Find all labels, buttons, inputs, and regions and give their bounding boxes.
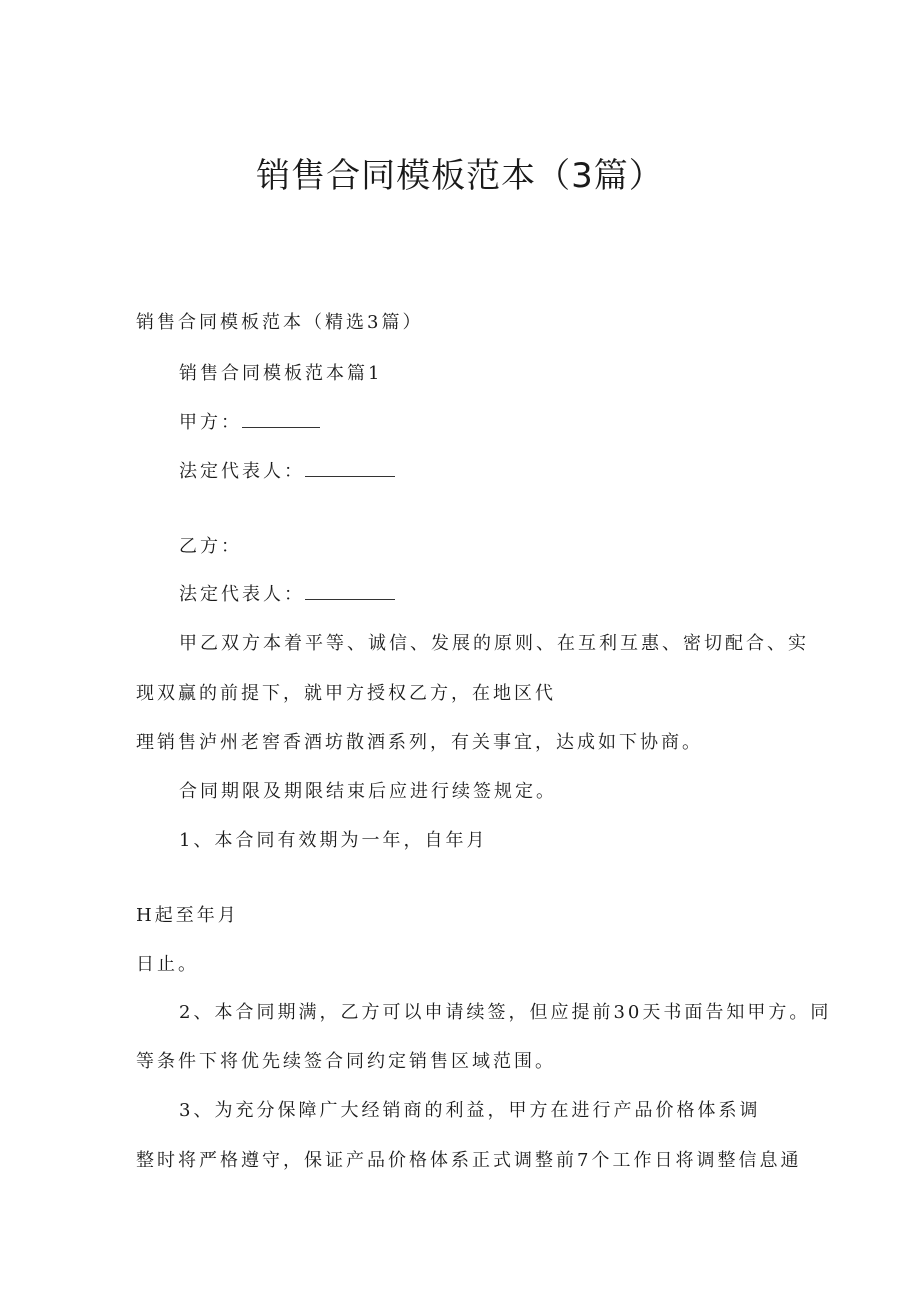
item2-line1: 2、本合同期满，乙方可以申请续签，但应提前30天书面告知甲方。同 [179, 1002, 832, 1023]
para1-line3: 理销售泸州老窖香酒坊散酒系列，有关事宜，达成如下协商。 [136, 732, 703, 753]
party-a-blank [242, 413, 320, 428]
document-subtitle: 销售合同模板范本（精选3篇） [136, 312, 424, 333]
item3-line2: 整时将严格遵守，保证产品价格体系正式调整前7个工作日将调整信息通 [136, 1150, 802, 1171]
party-a-label: 甲方： [179, 412, 242, 433]
party-a-rep-blank [305, 462, 395, 477]
para1-line1: 甲乙双方本着平等、诚信、发展的原则、在互利互惠、密切配合、实 [179, 633, 809, 654]
party-a-row [179, 411, 320, 435]
party-a-rep-label: 法定代表人： [179, 461, 305, 482]
section-title: 销售合同模板范本篇1 [179, 363, 383, 384]
party-b-rep-blank [305, 585, 395, 600]
para1-line2: 现双赢的前提下，就甲方授权乙方，在地区代 [136, 683, 556, 704]
party-b-rep-row [179, 583, 395, 607]
page-title: 销售合同模板范本（3篇） [256, 156, 664, 196]
item2-line2: 等条件下将优先续签合同约定销售区域范围。 [136, 1051, 556, 1072]
party-b-label: 乙方： [179, 536, 242, 557]
party-a-rep-row [179, 460, 395, 484]
item3-line1: 3、为充分保障广大经销商的利益，甲方在进行产品价格体系调 [179, 1100, 761, 1121]
party-b-rep-label: 法定代表人： [179, 584, 305, 605]
para2: 合同期限及期限结束后应进行续签规定。 [179, 781, 557, 802]
item1-line1: 1、本合同有效期为一年，自年月 [179, 830, 488, 851]
item1-line2: H起至年月 [136, 905, 239, 926]
item1-line3: 日止。 [136, 954, 199, 975]
